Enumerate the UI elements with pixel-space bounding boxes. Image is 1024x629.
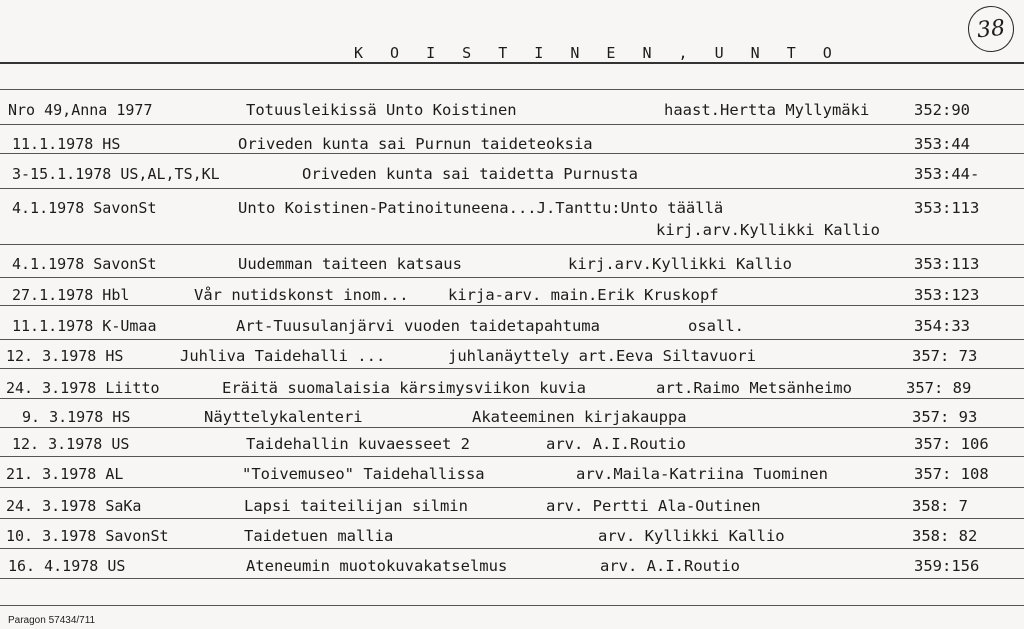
entry-author: arv. Pertti Ala-Outinen <box>546 497 761 515</box>
entry-title: Lapsi taiteilijan silmin <box>244 497 468 515</box>
entry-date: 4.1.1978 SavonSt <box>12 255 157 273</box>
entry-ref: 354:33 <box>914 317 970 335</box>
index-entry <box>0 405 1024 429</box>
entry-date: 12. 3.1978 US <box>12 435 130 453</box>
entry-title: Unto Koistinen-Patinoituneena...J.Tanttu:Unto täällä <box>238 199 724 217</box>
entry-ref: 353:44 <box>914 135 970 153</box>
entry-title: Ateneumin muotokuvakatselmus <box>246 557 508 575</box>
entry-author: arv. A.I.Routio <box>600 557 740 575</box>
entry-ref: 353:44- <box>914 165 980 183</box>
entry-date: Nro 49,Anna 1977 <box>8 101 153 119</box>
entry-author: haast.Hertta Myllymäki <box>664 101 870 119</box>
entry-ref: 357: 106 <box>914 435 989 453</box>
entry-ref: 353:123 <box>914 286 980 304</box>
rule-line <box>0 368 1024 369</box>
entry-title: Art-Tuusulanjärvi vuoden taidetapahtuma <box>236 317 600 335</box>
entry-date: 21. 3.1978 AL <box>6 465 124 483</box>
entry-author: kirja-arv. main.Erik Kruskopf <box>448 286 719 304</box>
entry-title: Juhliva Taidehalli ... <box>180 347 386 365</box>
entry-date: 11.1.1978 K-Umaa <box>12 317 157 335</box>
rule-line <box>0 487 1024 488</box>
entry-ref: 352:90 <box>914 101 970 119</box>
index-entry <box>0 432 1024 456</box>
index-entry <box>0 162 1024 186</box>
index-entry <box>0 344 1024 368</box>
rule-line <box>0 277 1024 278</box>
index-entry <box>0 314 1024 338</box>
entry-author: art.Raimo Metsänheimo <box>656 379 852 397</box>
rule-line <box>0 456 1024 457</box>
rule-line <box>0 188 1024 189</box>
rule-line <box>0 244 1024 245</box>
entry-ref: 353:113 <box>914 255 980 273</box>
rule-line <box>0 578 1024 579</box>
entry-title: Oriveden kunta sai taidetta Purnusta <box>302 165 638 183</box>
index-entry <box>0 494 1024 518</box>
entry-title: Näyttelykalenteri <box>204 408 363 426</box>
page-number <box>966 4 1017 55</box>
printer-imprint: Paragon 57434/711 <box>8 615 96 626</box>
entry-date: 27.1.1978 Hbl <box>12 286 130 304</box>
rule-line <box>0 548 1024 549</box>
rule-line <box>0 339 1024 340</box>
entry-ref: 358: 82 <box>912 527 978 545</box>
entry-author: arv. A.I.Routio <box>546 435 686 453</box>
rule-line <box>0 518 1024 519</box>
entry-author: arv. Kyllikki Kallio <box>598 527 785 545</box>
index-entry-continuation <box>0 218 1024 242</box>
index-entry <box>0 462 1024 486</box>
entry-date: 4.1.1978 SavonSt <box>12 199 157 217</box>
entry-date: 9. 3.1978 HS <box>22 408 131 426</box>
entry-title: Totuusleikissä Unto Koistinen <box>246 101 517 119</box>
index-entry <box>0 196 1024 220</box>
entry-date: 16. 4.1978 US <box>8 557 126 575</box>
entry-title: "Toivemuseo" Taidehallissa <box>242 465 485 483</box>
entry-date: 10. 3.1978 SavonSt <box>6 527 169 545</box>
entry-title: Uudemman taiteen katsaus <box>238 255 462 273</box>
entry-title: Oriveden kunta sai Purnun taideteoksia <box>238 135 593 153</box>
entry-ref: 353:113 <box>914 199 980 217</box>
entry-ref: 357: 73 <box>912 347 978 365</box>
entry-title: Eräitä suomalaisia kärsimysviikon kuvia <box>222 379 586 397</box>
entry-ref: 359:156 <box>914 557 980 575</box>
entry-author: Akateeminen kirjakauppa <box>472 408 687 426</box>
rule-line <box>0 89 1024 90</box>
entry-author: kirj.arv.Kyllikki Kallio <box>568 255 792 273</box>
entry-ref: 357: 93 <box>912 408 978 426</box>
index-entry <box>0 524 1024 548</box>
entry-date: 24. 3.1978 SaKa <box>6 497 142 515</box>
entry-title: Taidetuen mallia <box>244 527 394 545</box>
entry-ref: 358: 7 <box>912 497 968 515</box>
page-number-text: 38 <box>975 15 1007 43</box>
index-entry <box>0 252 1024 276</box>
index-entry <box>0 283 1024 307</box>
entry-title: Taidehallin kuvaesseet 2 <box>246 435 470 453</box>
entry-author: osall. <box>688 317 744 335</box>
entry-ref: 357: 89 <box>906 379 972 397</box>
rule-line <box>0 62 1024 64</box>
entry-date: 11.1.1978 HS <box>12 135 121 153</box>
entry-author: juhlanäyttely art.Eeva Siltavuori <box>448 347 756 365</box>
entry-date: 24. 3.1978 Liitto <box>6 379 160 397</box>
index-entry <box>0 554 1024 578</box>
index-entry <box>0 132 1024 156</box>
entry-author: arv.Maila-Katriina Tuominen <box>576 465 828 483</box>
index-entry <box>0 98 1024 122</box>
index-entry <box>0 376 1024 400</box>
entry-ref: 357: 108 <box>914 465 989 483</box>
entry-date: 3-15.1.1978 US,AL,TS,KL <box>12 165 220 183</box>
rule-line <box>0 605 1024 606</box>
entry-note: kirj.arv.Kyllikki Kallio <box>656 221 880 239</box>
entry-date: 12. 3.1978 HS <box>6 347 124 365</box>
rule-line <box>0 124 1024 125</box>
card-title: K O I S T I N E N , U N T O <box>354 44 841 62</box>
entry-title: Vår nutidskonst inom... <box>194 286 409 304</box>
